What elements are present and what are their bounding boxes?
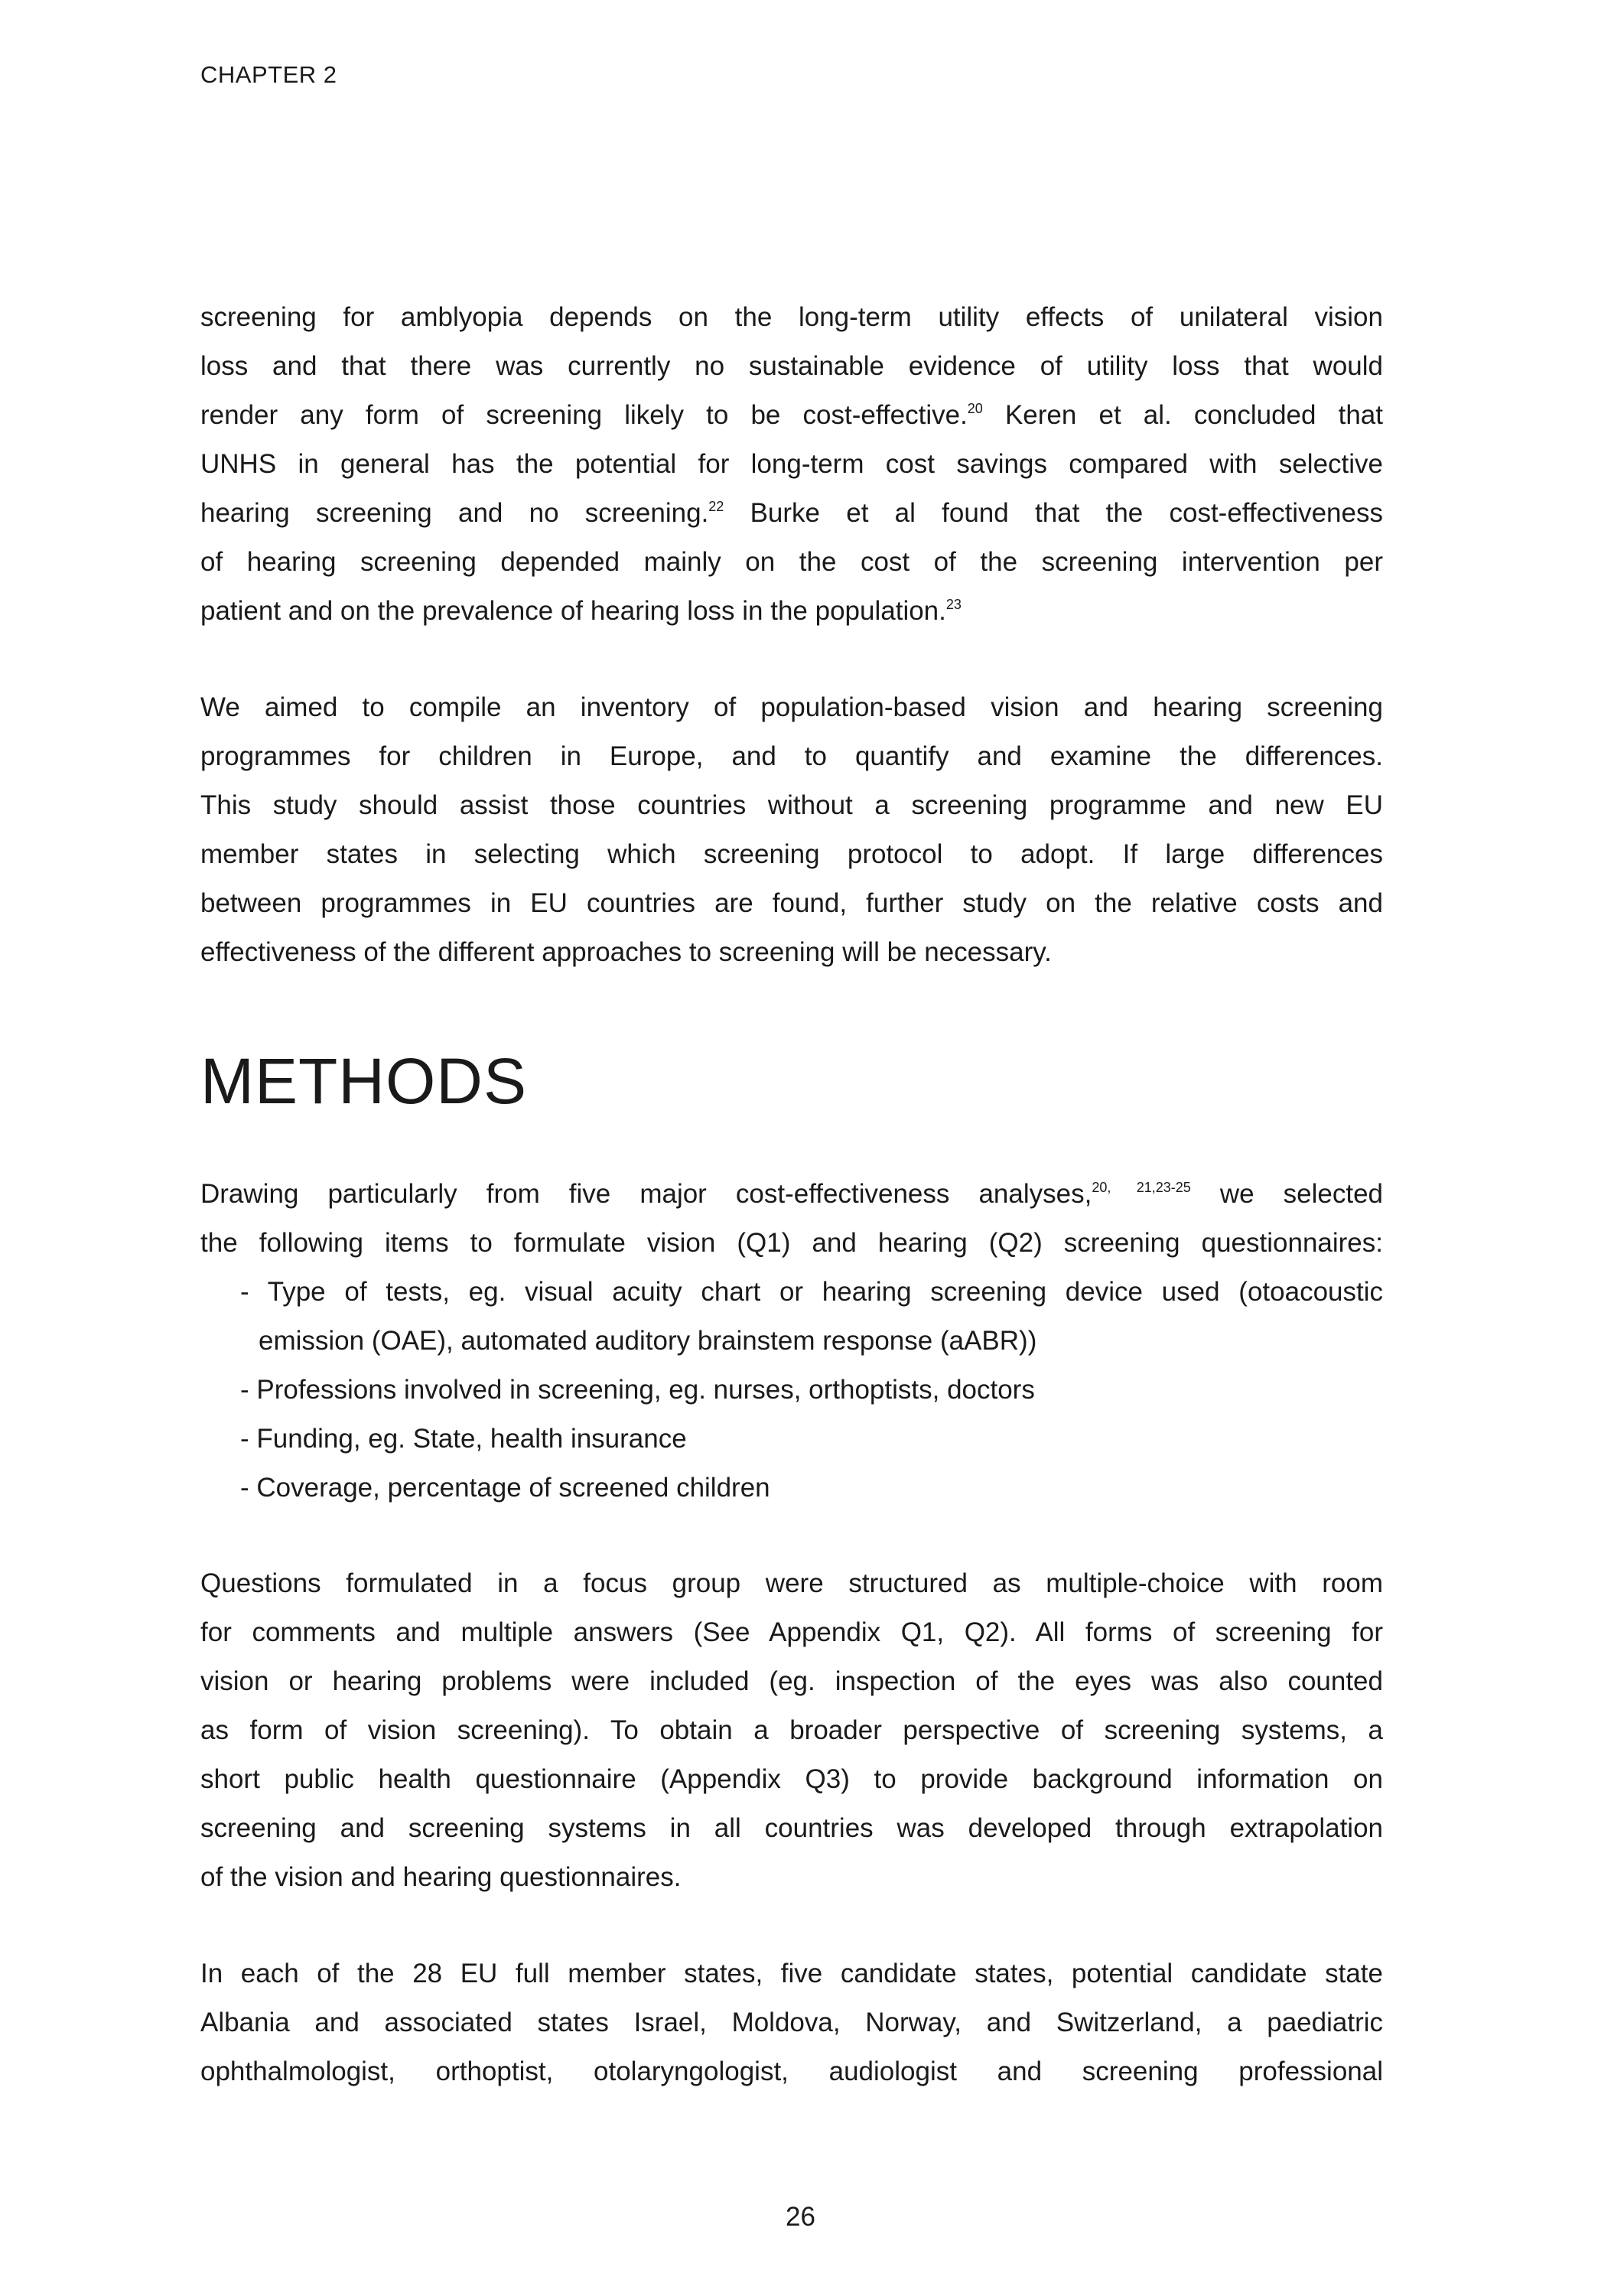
text-segment: vision or hearing problems were included (eg. inspection of the eyes was also counted [200,1666,1383,1696]
text-segment: screening for amblyopia depends on the long-term utility effects of unilateral vision [200,302,1383,332]
text-segment: Albania and associated states Israel, Moldova, Norway, and Switzerland, a paediatric [200,2008,1383,2037]
page-number: 26 [786,2202,815,2232]
text-line [200,781,1383,830]
text-line [200,1219,1383,1268]
text-segment: hearing screening and no screening. [200,498,709,528]
text-segment: member states in selecting which screening protocol to adopt. If large differences [200,839,1383,869]
text-segment: effectiveness of the different approaches to screening will be necessary. [200,937,1052,967]
text-segment: UNHS in general has the potential for long-term cost savings compared with selective [200,449,1383,479]
text-segment: we selected [1190,1179,1383,1209]
text-segment: - Type of tests, eg. visual acuity chart or hearing screening device used (otoacoustic [240,1277,1383,1307]
paragraph-background-continued [200,293,1383,636]
text-line [200,1853,1383,1902]
list-item-line [200,1317,1383,1366]
paragraph-questionnaire-items [200,1170,1383,1513]
text-segment: render any form of screening likely to be cost-effective. [200,400,968,430]
text-segment: Drawing particularly from five major cost-effectiveness analyses, [200,1179,1092,1209]
text-line [200,732,1383,781]
paragraph-aims [200,683,1383,977]
text-line [200,1657,1383,1706]
text-line [200,683,1383,732]
citation-superscript: 20, 21,23-25 [1092,1180,1191,1195]
text-line [200,391,1383,440]
text-line [200,1998,1383,2047]
list-item-line [200,1464,1383,1513]
text-segment: as form of vision screening). To obtain a broader perspective of screening systems, a [200,1715,1383,1745]
paragraph-focus-group [200,1559,1383,1902]
text-line [200,830,1383,879]
text-line [200,1706,1383,1755]
text-segment: the following items to formulate vision (Q1) and hearing (Q2) screening questionnaires: [200,1228,1383,1258]
text-segment: - Coverage, percentage of screened children [240,1473,770,1503]
text-segment: loss and that there was currently no sustainable evidence of utility loss that would [200,351,1383,381]
list-item-line [200,1268,1383,1317]
text-segment: - Funding, eg. State, health insurance [240,1424,687,1454]
text-line [200,2047,1383,2096]
chapter-header: CHAPTER 2 [200,61,337,88]
text-line [200,489,1383,538]
text-segment: short public health questionnaire (Appendix Q3) to provide background information on [200,1764,1383,1794]
text-segment: Keren et al. concluded that [982,400,1383,430]
text-line [200,879,1383,928]
text-segment: This study should assist those countries without a screening programme and new EU [200,790,1383,820]
text-line [200,538,1383,587]
text-line [200,1949,1383,1998]
text-segment: patient and on the prevalence of hearing loss in the population. [200,596,946,626]
text-segment: We aimed to compile an inventory of population-based vision and hearing screening [200,692,1383,722]
text-segment: of the vision and hearing questionnaires. [200,1862,682,1892]
text-segment: Burke et al found that the cost-effectiveness [724,498,1383,528]
text-segment: In each of the 28 EU full member states, five candidate states, potential candidate state [200,1959,1383,1988]
text-line [200,1559,1383,1608]
text-segment: between programmes in EU countries are found, further study on the relative costs and [200,888,1383,918]
text-line [200,1804,1383,1853]
text-segment: ophthalmologist, orthoptist, otolaryngologist, audiologist and screening professional [200,2057,1383,2086]
citation-superscript: 20 [967,401,983,416]
text-segment: for comments and multiple answers (See Appendix Q1, Q2). All forms of screening for [200,1617,1383,1647]
citation-superscript: 23 [945,597,962,612]
text-line [200,587,1383,636]
text-line [200,1755,1383,1804]
text-line [200,1170,1383,1219]
text-line [200,342,1383,391]
text-segment: - Professions involved in screening, eg. nurses, orthoptists, doctors [240,1375,1035,1405]
text-line [200,1608,1383,1657]
citation-superscript: 22 [708,499,724,514]
text-line [200,440,1383,489]
list-item-line [200,1366,1383,1415]
text-segment: of hearing screening depended mainly on the cost of the screening intervention per [200,547,1383,577]
text-segment: screening and screening systems in all countries was developed through extrapolation [200,1813,1383,1843]
text-segment: emission (OAE), automated auditory brainstem response (aABR)) [259,1326,1037,1356]
section-heading-methods: METHODS [200,1045,527,1117]
text-segment: Questions formulated in a focus group were structured as multiple-choice with room [200,1568,1383,1598]
text-line [200,928,1383,977]
text-segment: programmes for children in Europe, and to quantify and examine the differences. [200,741,1383,771]
paragraph-participants [200,1949,1383,2096]
text-line [200,293,1383,342]
list-item-line [200,1415,1383,1464]
